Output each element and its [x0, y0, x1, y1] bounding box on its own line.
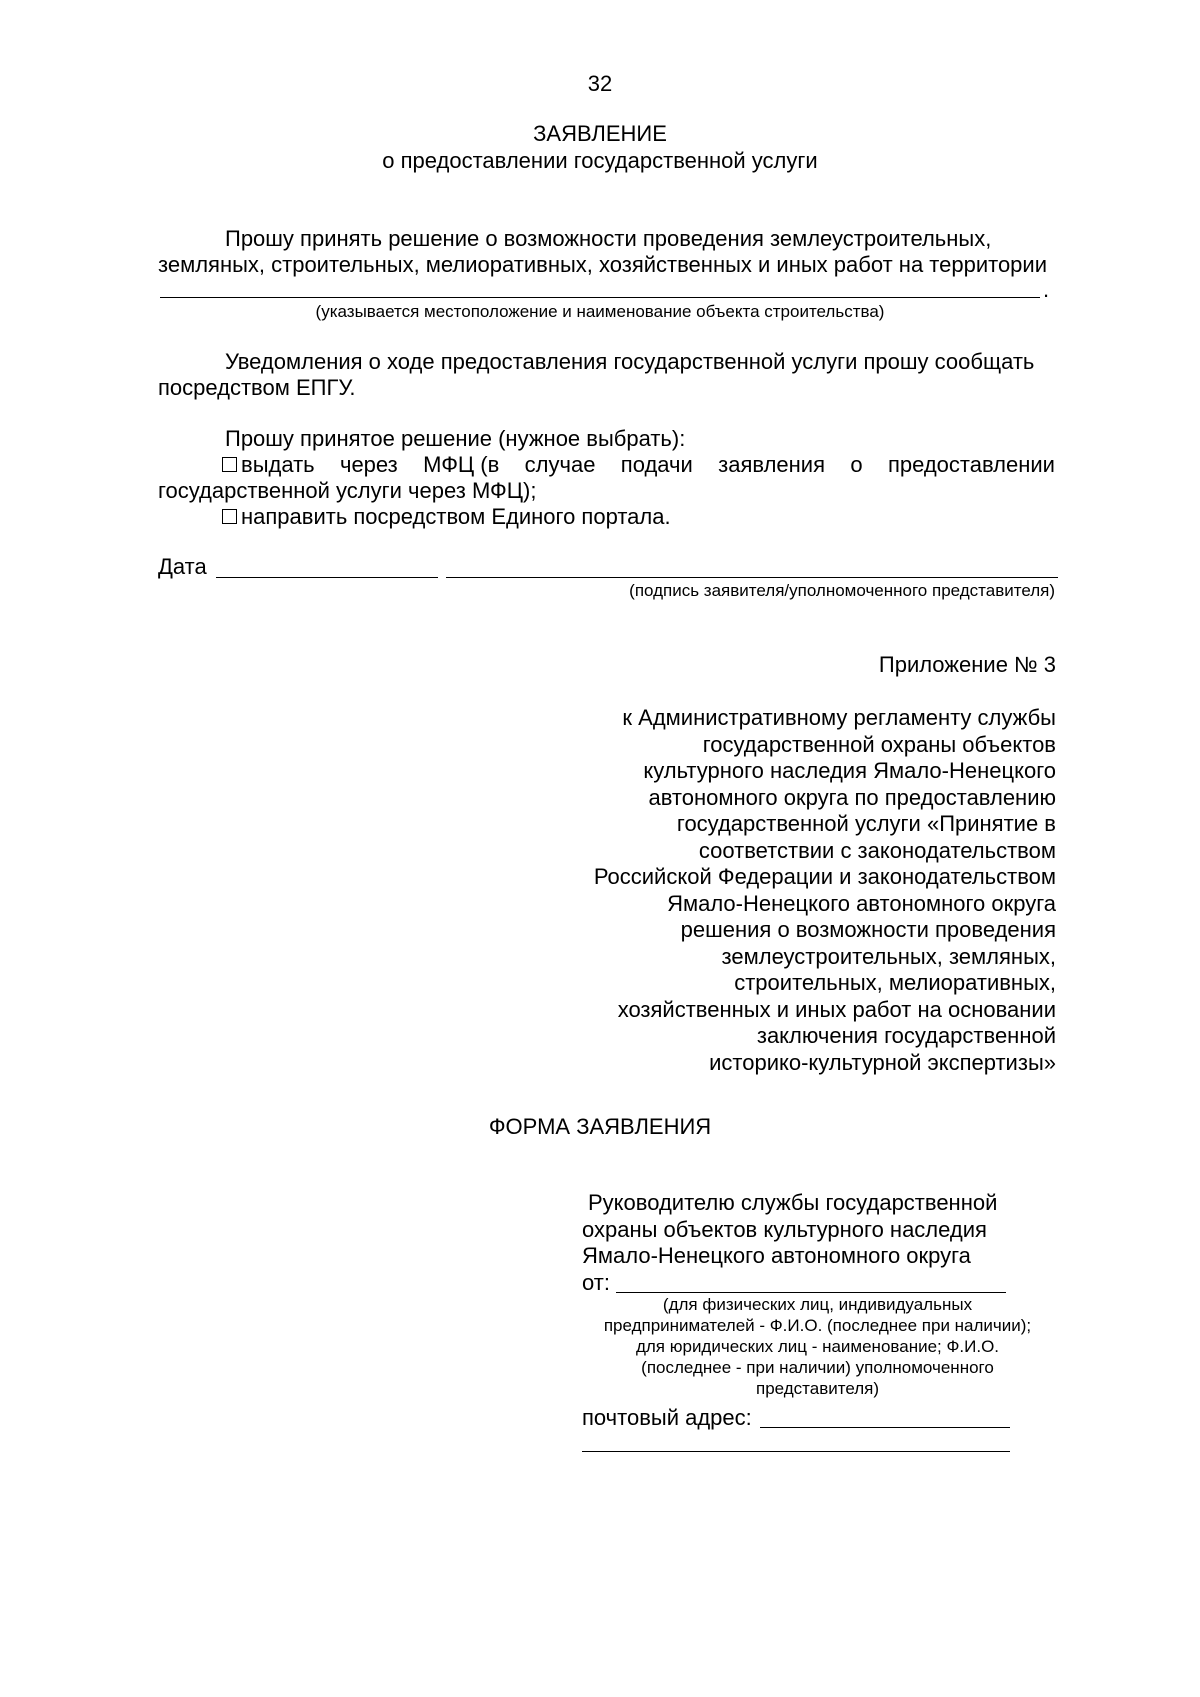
appendix-line: к Административному регламенту службы: [622, 705, 1056, 730]
request-end-period: .: [1043, 277, 1050, 302]
option-mfc-checkbox[interactable]: [222, 457, 237, 472]
addressee-line: охраны объектов культурного наследия: [582, 1216, 987, 1242]
from-hint-line: предпринимателей - Ф.И.О. (последнее при наличии);: [603, 1316, 1032, 1335]
postal-fill-line-2[interactable]: [582, 1451, 1010, 1452]
option-mfc-first: [222, 451, 315, 479]
application-subtitle: о предоставлении государственной услуги: [382, 148, 818, 173]
from-hint-line: (последнее - при наличии) уполномоченного: [641, 1358, 994, 1377]
appendix-line: историко-культурной экспертизы»: [709, 1049, 1056, 1075]
option-mfc-word: подачи: [620, 452, 693, 477]
date-fill-line[interactable]: [216, 577, 438, 578]
option-mfc-line-2: государственной услуги через МФЦ);: [158, 478, 537, 503]
appendix-line: заключения государственной: [756, 1023, 1056, 1048]
from-hint-line: представителя): [755, 1379, 879, 1398]
notify-line-2: посредством ЕПГУ.: [158, 375, 356, 400]
appendix-line: культурного наследия Ямало-Ненецкого: [643, 758, 1056, 783]
appendix-line: государственной охраны объектов: [702, 731, 1056, 757]
postal-label: почтовый адрес:: [582, 1405, 752, 1430]
from-hint-line: (для физических лиц, индивидуальных: [662, 1295, 973, 1314]
option-mfc-word: случае: [524, 452, 596, 477]
option-mfc: [222, 451, 1055, 479]
from-hint-line: для юридических лиц - наименование; Ф.И.О.: [635, 1337, 1000, 1356]
option-mfc-word: заявления: [718, 452, 825, 477]
appendix-label: Приложение № 3: [878, 652, 1056, 677]
option-mfc-word: МФЦ (в: [423, 452, 500, 477]
signature-hint: (подпись заявителя/уполномоченного представителя): [629, 581, 1055, 600]
application-title: ЗАЯВЛЕНИЕ: [533, 121, 667, 146]
option-mfc-word: о: [850, 452, 863, 477]
addressee-line: Руководителю службы государственной: [588, 1190, 998, 1215]
addressee-block: [582, 1190, 1052, 1270]
postal-fill-line[interactable]: [760, 1427, 1010, 1428]
appendix-line: автономного округа по предоставлению: [648, 784, 1056, 810]
date-label: Дата: [158, 554, 207, 579]
form-title: ФОРМА ЗАЯВЛЕНИЯ: [488, 1114, 712, 1139]
addressee-line: Ямало-Ненецкого автономного округа: [582, 1243, 971, 1268]
decision-intro: Прошу принятое решение (нужное выбрать):: [225, 426, 686, 451]
appendix-line: Российской Федерации и законодательством: [593, 864, 1056, 889]
option-portal: [222, 503, 1022, 531]
option-mfc-word: через: [339, 452, 398, 477]
appendix-line: Ямало-Ненецкого автономного округа: [667, 890, 1056, 916]
appendix-line: землеустроительных, земляных,: [721, 943, 1056, 969]
appendix-reference: [540, 705, 1056, 1076]
from-hint: [575, 1294, 1060, 1399]
appendix-line: решения о возможности проведения: [680, 917, 1056, 942]
appendix-line: государственной услуги «Принятие в: [676, 811, 1056, 836]
option-mfc-word: предоставлении: [887, 452, 1055, 477]
request-line-1: Прошу принять решение о возможности проведения землеустроительных,: [225, 226, 992, 251]
from-fill-line[interactable]: [616, 1292, 1006, 1293]
appendix-line: строительных, мелиоративных,: [734, 970, 1056, 995]
location-fill-line[interactable]: [160, 297, 1040, 298]
option-portal-label: направить посредством Единого портала.: [241, 504, 671, 529]
notify-line-1: Уведомления о ходе предоставления государственной услуги прошу сообщать: [225, 349, 1035, 374]
appendix-line: соответствии с законодательством: [698, 837, 1056, 863]
option-portal-checkbox[interactable]: [222, 509, 237, 524]
request-line-2: земляных, строительных, мелиоративных, хозяйственных и иных работ на территории: [158, 252, 1047, 277]
appendix-line: хозяйственных и иных работ на основании: [617, 996, 1056, 1022]
page-number: 32: [587, 71, 613, 96]
from-label: от:: [582, 1270, 610, 1295]
location-hint: (указывается местоположение и наименование объекта строительства): [315, 302, 885, 321]
option-mfc-word: выдать: [241, 452, 315, 477]
signature-fill-line[interactable]: [446, 577, 1058, 578]
